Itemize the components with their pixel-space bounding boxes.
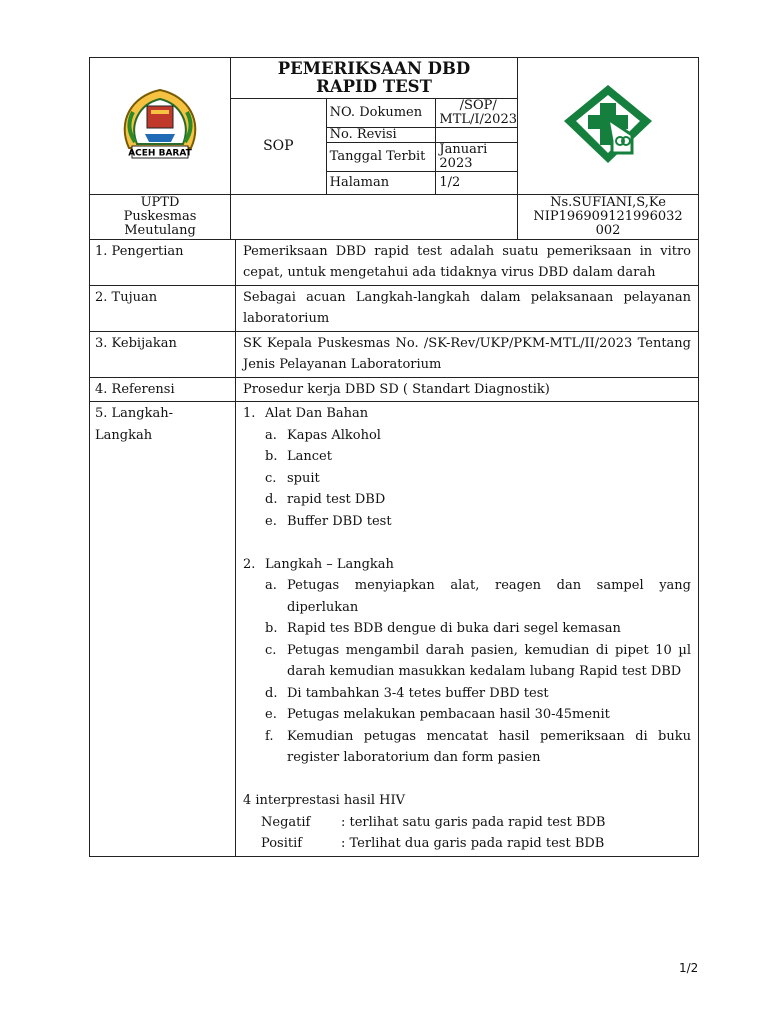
list-item: 2. Langkah – Langkah bbox=[243, 554, 691, 576]
section-label bbox=[90, 402, 236, 857]
list-item: d. Di tambahkan 3-4 tetes buffer DBD test bbox=[265, 685, 549, 701]
field-label: No. Revisi bbox=[327, 128, 436, 143]
doc-fields-table bbox=[327, 99, 517, 194]
signer-nip: NIP196909121996032 002 bbox=[533, 208, 683, 238]
org-name: UPTD Puskesmas Meutulang bbox=[123, 194, 197, 238]
section-text: Sebagai acuan Langkah-langkah dalam pelaksanaan pelayanan laboratorium bbox=[236, 285, 699, 331]
section-row bbox=[90, 377, 699, 402]
section-label: 3. Kebijakan bbox=[90, 331, 236, 377]
list-item: e. Buffer DBD test bbox=[265, 513, 392, 529]
section-row bbox=[90, 402, 699, 857]
section-label: 1. Pengertian bbox=[90, 239, 236, 285]
langkah-list bbox=[243, 575, 691, 769]
interp-row: Negatif : terlihat satu garis pada rapid test BDB bbox=[261, 814, 606, 830]
list-item: b. Rapid tes BDB dengue di buka dari segel kemasan bbox=[265, 621, 621, 636]
list-item: e. Petugas melakukan pembacaan hasil 30-45menit bbox=[265, 707, 610, 722]
section-text bbox=[236, 402, 699, 857]
section-text: Pemeriksaan DBD rapid test adalah suatu pemeriksaan in vitro cepat, untuk mengetahui ada tidaknya virus DBD dalam darah bbox=[236, 239, 699, 285]
list-item: a. Petugas menyiapkan alat, reagen dan sampel yang diperlukan bbox=[265, 578, 691, 615]
section-text: SK Kepala Puskesmas No. /SK-Rev/UKP/PKM-MTL/II/2023 Tentang Jenis Pelayanan Laboratorium bbox=[236, 331, 699, 377]
green-cross-house-icon bbox=[562, 83, 654, 165]
section-label: 2. Tujuan bbox=[90, 285, 236, 331]
doc-fields-cell bbox=[326, 99, 517, 195]
empty-cell bbox=[231, 194, 518, 239]
list-item: c. Petugas mengambil darah pasien, kemudian di pipet 10 µl darah kemudian masukkan kedalam lubang Rapid test DBD bbox=[265, 642, 691, 679]
interp-title: 4 interprestasi hasil HIV bbox=[243, 793, 406, 808]
region-label: ACEH BARAT bbox=[128, 148, 192, 159]
list-item: f. Kemudian petugas mencatat hasil pemeriksaan di buku register laboratorium dan form pasien bbox=[265, 728, 691, 765]
doc-title-cell bbox=[231, 58, 518, 99]
langkah-outline-2 bbox=[243, 554, 691, 576]
field-value: 1/2 bbox=[436, 172, 517, 194]
section-row bbox=[90, 331, 699, 377]
field-value: /SOP/ MTL/I/2023 bbox=[436, 99, 517, 128]
field-value bbox=[436, 128, 517, 143]
signer-cell bbox=[518, 194, 699, 239]
right-logo-cell bbox=[518, 58, 699, 195]
langkah-outline bbox=[243, 403, 691, 425]
field-label: Halaman bbox=[327, 172, 436, 194]
sop-document bbox=[89, 57, 699, 857]
list-item: b. Lancet bbox=[265, 449, 332, 464]
section-text: Prosedur kerja DBD SD ( Standart Diagnostik) bbox=[236, 377, 699, 402]
alat-title: Alat Dan Bahan bbox=[265, 406, 369, 421]
header-table bbox=[89, 57, 699, 240]
list-item: 1. Alat Dan Bahan bbox=[243, 403, 691, 425]
field-value: Januari 2023 bbox=[436, 143, 517, 172]
langkah-title: Langkah – Langkah bbox=[265, 556, 394, 572]
page-number: 1/2 bbox=[679, 961, 699, 975]
section-label: 4. Referensi bbox=[90, 377, 236, 402]
list-item: c. spuit bbox=[265, 470, 320, 486]
signer-name: Ns.SUFIANI,S,Ke bbox=[550, 194, 666, 210]
field-label: Tanggal Terbit bbox=[327, 143, 436, 172]
interp-row: Positif : Terlihat dua garis pada rapid test BDB bbox=[261, 836, 605, 851]
alat-list bbox=[243, 425, 691, 533]
org-cell bbox=[90, 194, 231, 239]
langkah-label: 5. Langkah- Langkah bbox=[95, 406, 174, 443]
sop-label-cell bbox=[231, 99, 327, 195]
section-row bbox=[90, 285, 699, 331]
field-label: NO. Dokumen bbox=[327, 99, 436, 128]
left-logo-cell bbox=[90, 58, 231, 195]
list-item: d. rapid test DBD bbox=[265, 492, 386, 507]
section-row bbox=[90, 239, 699, 285]
sop-label: SOP bbox=[263, 138, 294, 155]
aceh-barat-crest-icon bbox=[115, 82, 205, 166]
content-table bbox=[89, 239, 699, 857]
list-item: a. Kapas Alkohol bbox=[265, 427, 381, 443]
page-title: PEMERIKSAAN DBD RAPID TEST bbox=[277, 59, 471, 96]
